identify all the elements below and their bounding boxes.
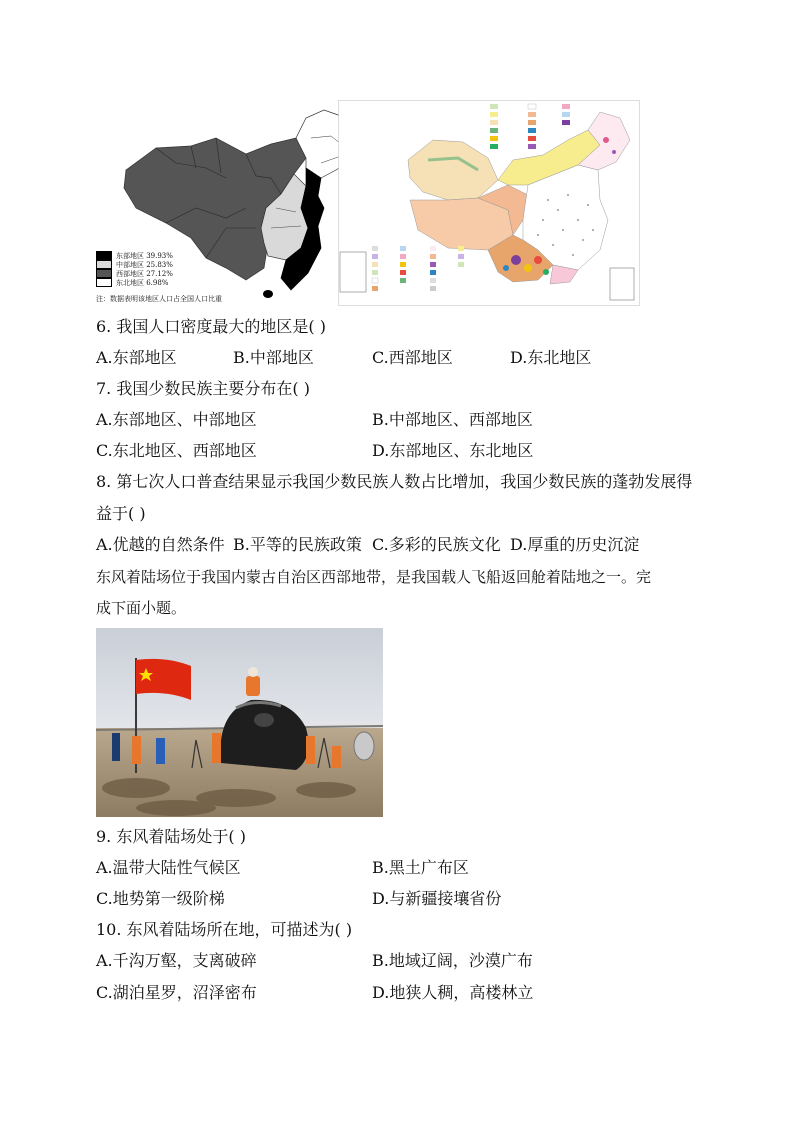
legend-row [96, 278, 226, 287]
question-6 [96, 316, 326, 338]
legend-swatch [96, 278, 112, 287]
landing-photo-graphic [96, 628, 383, 817]
capsule-landing-photo [96, 628, 383, 817]
legend-swatch [96, 251, 112, 260]
question-stem: 我国人口密度最大的地区是( ) [116, 317, 326, 336]
legend-swatch [96, 260, 112, 269]
legend-label: 东部地区 39.93% [116, 251, 173, 260]
question-9 [96, 826, 246, 848]
question-number: 8. [96, 472, 112, 491]
option-c[interactable]: C.湖泊星罗，沼泽密布 [96, 983, 257, 1002]
question-10 [96, 919, 352, 941]
option-a[interactable]: A.东部地区、中部地区 [96, 410, 257, 429]
question-number: 6. [96, 317, 112, 336]
option-c[interactable]: C.西部地区 [372, 348, 453, 367]
legend-label: 中部地区 25.83% [116, 260, 173, 269]
option-d[interactable]: D.东北地区 [510, 348, 592, 367]
question-stem: 我国少数民族主要分布在( ) [116, 379, 310, 398]
question-8 [96, 471, 692, 493]
legend-label: 西部地区 27.12% [116, 269, 173, 278]
question-stem: 东风着陆场所在地，可描述为( ) [126, 920, 353, 939]
question-stem-line1: 第七次人口普查结果显示我国少数民族人数占比增加，我国少数民族的蓬勃发展得 [116, 472, 693, 491]
passage-line1: 东风着陆场位于我国内蒙古自治区西部地带，是我国载人飞船返回舱着陆地之一。完 [96, 568, 652, 586]
question-number: 10. [96, 920, 122, 939]
option-b[interactable]: B.平等的民族政策 [233, 535, 362, 554]
passage-line2: 成下面小题。 [96, 599, 187, 617]
option-b[interactable]: B.中部地区 [233, 348, 314, 367]
option-b[interactable]: B.中部地区、西部地区 [372, 410, 533, 429]
question-8-line2: 益于( ) [96, 504, 146, 523]
option-d[interactable]: D.东部地区、东北地区 [372, 441, 534, 460]
option-b[interactable]: B.黑土广布区 [372, 858, 469, 877]
option-d[interactable]: D.与新疆接壤省份 [372, 889, 502, 908]
option-d[interactable]: D.地狭人稠，高楼林立 [372, 983, 534, 1002]
ethnic-map-graphic [338, 100, 640, 306]
option-a[interactable]: A.优越的自然条件 [96, 535, 225, 554]
question-number: 9. [96, 827, 112, 846]
left-map-note: 注：数据表明该地区人口占全国人口比重 [96, 295, 222, 303]
legend-swatch [96, 269, 112, 278]
option-a[interactable]: A.东部地区 [96, 348, 177, 367]
left-map-legend [96, 251, 226, 287]
option-a[interactable]: A.温带大陆性气候区 [96, 858, 241, 877]
question-number: 7. [96, 379, 112, 398]
question-stem: 东风着陆场处于( ) [116, 827, 246, 846]
question-7 [96, 378, 310, 400]
option-c[interactable]: C.地势第一级阶梯 [96, 889, 225, 908]
option-c[interactable]: C.多彩的民族文化 [372, 535, 501, 554]
option-a[interactable]: A.千沟万壑，支离破碎 [96, 951, 257, 970]
ethnic-distribution-map [338, 100, 640, 306]
option-c[interactable]: C.东北地区、西部地区 [96, 441, 257, 460]
legend-label: 东北地区 6.98% [116, 278, 169, 287]
option-b[interactable]: B.地域辽阔，沙漠广布 [372, 951, 533, 970]
option-d[interactable]: D.厚重的历史沉淀 [510, 535, 640, 554]
